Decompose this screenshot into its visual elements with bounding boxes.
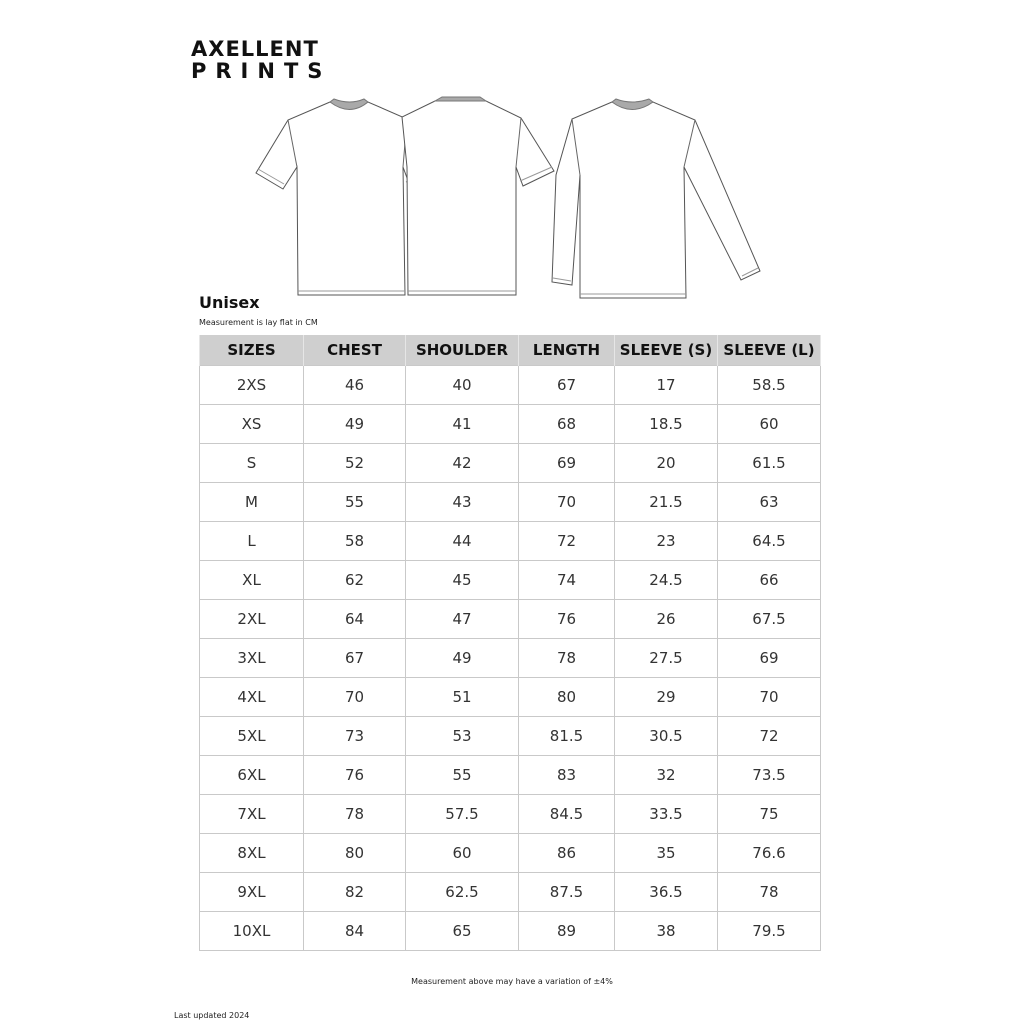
- cell-sleeve-long: 61.5: [718, 444, 821, 483]
- table-row: [200, 756, 821, 795]
- cell-shoulder: 40: [406, 366, 519, 405]
- header-chest: CHEST: [304, 335, 406, 366]
- cell-sleeve-long: 75: [718, 795, 821, 834]
- cell-size: 2XS: [200, 366, 304, 405]
- cell-chest: 76: [304, 756, 406, 795]
- cell-sleeve-long: 63: [718, 483, 821, 522]
- cell-sleeve-short: 29: [615, 678, 718, 717]
- cell-sleeve-short: 33.5: [615, 795, 718, 834]
- cell-shoulder: 62.5: [406, 873, 519, 912]
- table-row: [200, 483, 821, 522]
- cell-length: 69: [519, 444, 615, 483]
- cell-sleeve-long: 76.6: [718, 834, 821, 873]
- cell-sleeve-short: 23: [615, 522, 718, 561]
- table-row: [200, 639, 821, 678]
- cell-sleeve-short: 36.5: [615, 873, 718, 912]
- cell-shoulder: 65: [406, 912, 519, 951]
- cell-shoulder: 49: [406, 639, 519, 678]
- cell-shoulder: 41: [406, 405, 519, 444]
- cell-shoulder: 51: [406, 678, 519, 717]
- size-chart-table: [199, 335, 821, 951]
- table-row: [200, 366, 821, 405]
- cell-chest: 64: [304, 600, 406, 639]
- cell-shoulder: 47: [406, 600, 519, 639]
- table-row: [200, 795, 821, 834]
- cell-length: 76: [519, 600, 615, 639]
- cell-length: 70: [519, 483, 615, 522]
- cell-size: 7XL: [200, 795, 304, 834]
- cell-chest: 55: [304, 483, 406, 522]
- cell-sleeve-short: 35: [615, 834, 718, 873]
- cell-size: 9XL: [200, 873, 304, 912]
- table-row: [200, 873, 821, 912]
- cell-length: 81.5: [519, 717, 615, 756]
- header-length: LENGTH: [519, 335, 615, 366]
- brand-logo: [191, 38, 331, 82]
- table-row: [200, 405, 821, 444]
- cell-sleeve-long: 69: [718, 639, 821, 678]
- cell-length: 72: [519, 522, 615, 561]
- cell-sleeve-long: 79.5: [718, 912, 821, 951]
- cell-length: 78: [519, 639, 615, 678]
- table-row: [200, 717, 821, 756]
- cell-chest: 80: [304, 834, 406, 873]
- cell-sleeve-long: 58.5: [718, 366, 821, 405]
- cell-sleeve-long: 73.5: [718, 756, 821, 795]
- table-row: [200, 678, 821, 717]
- cell-length: 68: [519, 405, 615, 444]
- cell-chest: 49: [304, 405, 406, 444]
- table-row: [200, 834, 821, 873]
- cell-chest: 70: [304, 678, 406, 717]
- cell-sleeve-long: 67.5: [718, 600, 821, 639]
- table-body: [200, 366, 821, 951]
- cell-sleeve-short: 21.5: [615, 483, 718, 522]
- cell-shoulder: 60: [406, 834, 519, 873]
- table-row: [200, 561, 821, 600]
- cell-sleeve-long: 70: [718, 678, 821, 717]
- cell-sleeve-short: 17: [615, 366, 718, 405]
- cell-chest: 82: [304, 873, 406, 912]
- cell-size: 6XL: [200, 756, 304, 795]
- cell-shoulder: 57.5: [406, 795, 519, 834]
- table-header-row: [200, 335, 821, 366]
- header-shoulder: SHOULDER: [406, 335, 519, 366]
- header-sleeve-short: SLEEVE (S): [615, 335, 718, 366]
- cell-sleeve-long: 64.5: [718, 522, 821, 561]
- cell-sleeve-short: 30.5: [615, 717, 718, 756]
- cell-sleeve-short: 20: [615, 444, 718, 483]
- cell-chest: 52: [304, 444, 406, 483]
- cell-length: 89: [519, 912, 615, 951]
- cell-chest: 62: [304, 561, 406, 600]
- cell-length: 87.5: [519, 873, 615, 912]
- garment-illustrations: [250, 95, 780, 305]
- cell-sleeve-short: 26: [615, 600, 718, 639]
- cell-shoulder: 55: [406, 756, 519, 795]
- cell-size: XL: [200, 561, 304, 600]
- cell-sleeve-short: 32: [615, 756, 718, 795]
- logo-line2: PRINTS: [191, 59, 332, 83]
- cell-sleeve-long: 78: [718, 873, 821, 912]
- cell-size: XS: [200, 405, 304, 444]
- cell-shoulder: 44: [406, 522, 519, 561]
- cell-sleeve-short: 24.5: [615, 561, 718, 600]
- section-title: Unisex: [199, 293, 260, 312]
- header-sleeve-long: SLEEVE (L): [718, 335, 821, 366]
- last-updated: Last updated 2024: [174, 1011, 250, 1020]
- cell-size: 5XL: [200, 717, 304, 756]
- cell-sleeve-short: 18.5: [615, 405, 718, 444]
- cell-length: 84.5: [519, 795, 615, 834]
- cell-chest: 67: [304, 639, 406, 678]
- cell-sleeve-short: 38: [615, 912, 718, 951]
- cell-chest: 73: [304, 717, 406, 756]
- t-shirt-back-illustration: [402, 97, 554, 295]
- cell-shoulder: 45: [406, 561, 519, 600]
- table-row: [200, 522, 821, 561]
- section-subtitle: Measurement is lay flat in CM: [199, 318, 318, 327]
- long-sleeve-front-illustration: [552, 99, 760, 298]
- header-sizes: SIZES: [200, 335, 304, 366]
- cell-size: 4XL: [200, 678, 304, 717]
- cell-chest: 84: [304, 912, 406, 951]
- cell-sleeve-short: 27.5: [615, 639, 718, 678]
- variation-note: Measurement above may have a variation of ±4%: [411, 977, 613, 986]
- logo-line1: AXELLENT: [191, 37, 319, 61]
- table-row: [200, 600, 821, 639]
- cell-chest: 46: [304, 366, 406, 405]
- cell-chest: 78: [304, 795, 406, 834]
- cell-size: S: [200, 444, 304, 483]
- cell-shoulder: 42: [406, 444, 519, 483]
- cell-sleeve-long: 66: [718, 561, 821, 600]
- cell-length: 67: [519, 366, 615, 405]
- cell-length: 83: [519, 756, 615, 795]
- cell-chest: 58: [304, 522, 406, 561]
- table-row: [200, 444, 821, 483]
- cell-size: L: [200, 522, 304, 561]
- cell-size: 8XL: [200, 834, 304, 873]
- cell-shoulder: 43: [406, 483, 519, 522]
- cell-size: M: [200, 483, 304, 522]
- cell-sleeve-long: 72: [718, 717, 821, 756]
- cell-sleeve-long: 60: [718, 405, 821, 444]
- cell-length: 86: [519, 834, 615, 873]
- cell-shoulder: 53: [406, 717, 519, 756]
- cell-size: 2XL: [200, 600, 304, 639]
- cell-size: 3XL: [200, 639, 304, 678]
- cell-size: 10XL: [200, 912, 304, 951]
- table-row: [200, 912, 821, 951]
- cell-length: 80: [519, 678, 615, 717]
- cell-length: 74: [519, 561, 615, 600]
